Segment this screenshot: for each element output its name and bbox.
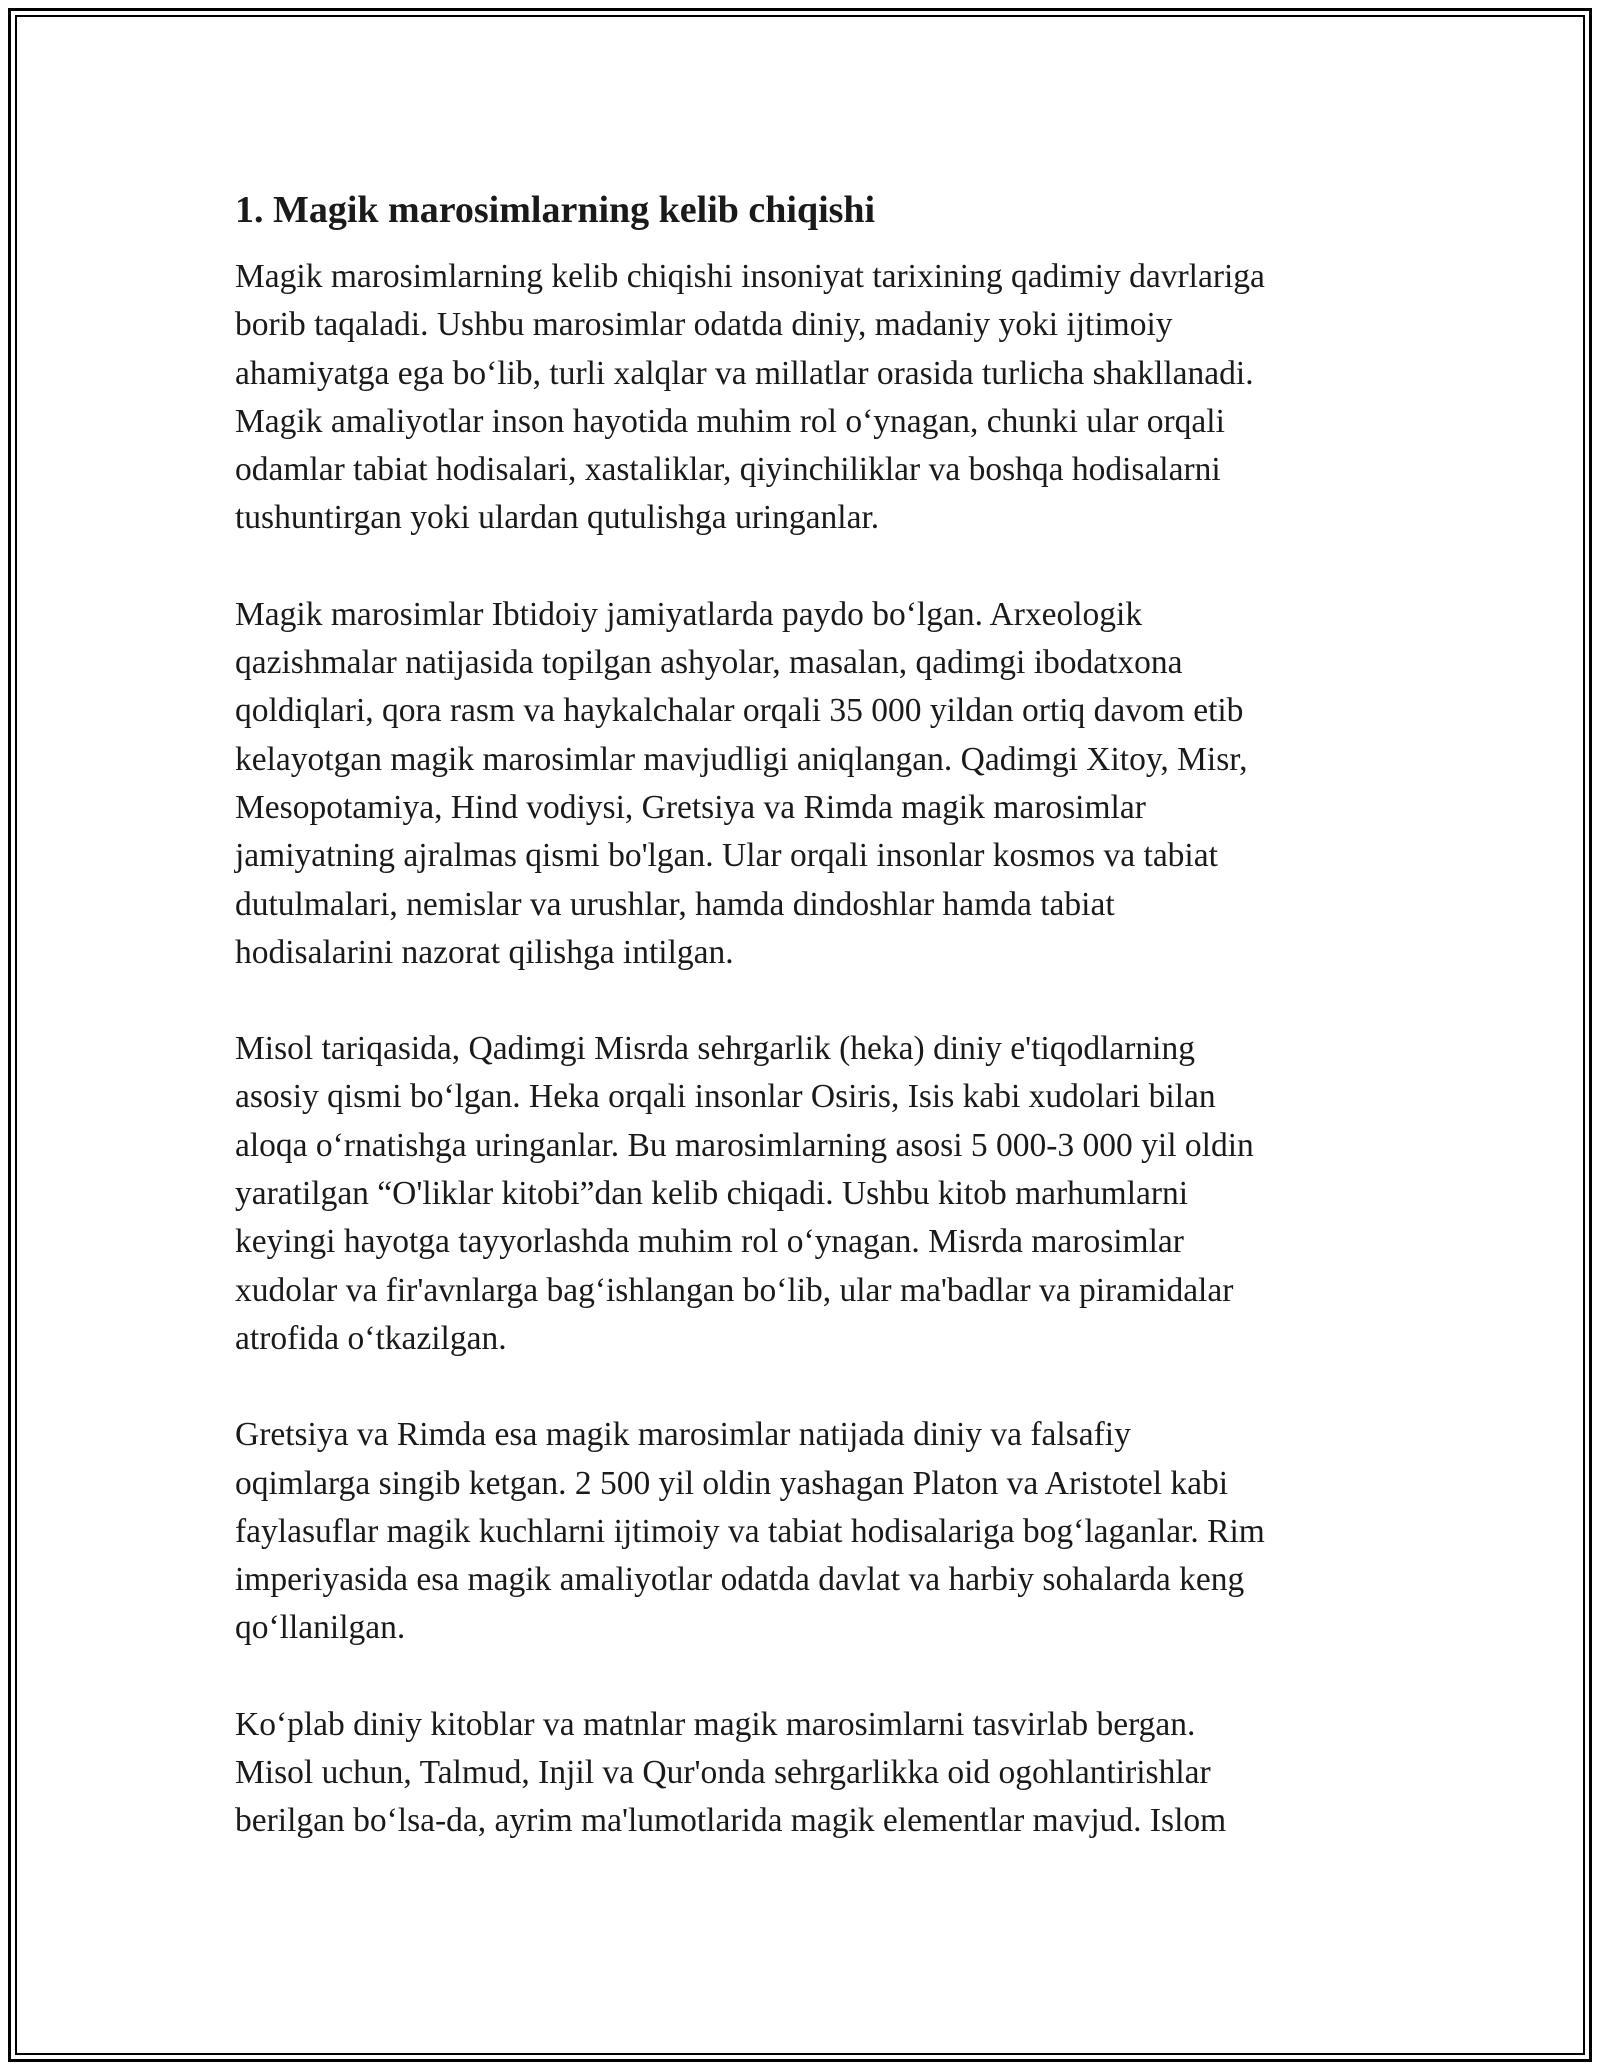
paragraph-line: keyingi hayotga tayyorlashda muhim rol o‘ynagan. Misrda marosimlar: [235, 1223, 1184, 1261]
paragraph-line: oqimlarga singib ketgan. 2 500 yil oldin yashagan Platon va Aristotel kabi: [235, 1464, 1229, 1502]
paragraph-2: [235, 591, 1375, 977]
paragraph-line: Misol tariqasida, Qadimgi Misrda sehrgarlik (heka) diniy e'tiqodlarning: [235, 1030, 1195, 1068]
paragraph-line: Magik marosimlarning kelib chiqishi insoniyat tarixining qadimiy davrlariga: [235, 258, 1265, 295]
paragraph-line: berilgan bo‘lsa-da, ayrim ma'lumotlarida magik elementlar mavjud. Islom: [235, 1802, 1227, 1840]
section-heading: 1. Magik marosimlarning kelib chiqishi: [235, 189, 876, 231]
paragraph-line: Mesopotamiya, Hind vodiysi, Gretsiya va Rimda magik marosimlar: [235, 788, 1146, 826]
paragraph-line: qo‘llanilgan.: [235, 1609, 406, 1647]
paragraph-line: Magik amaliyotlar inson hayotida muhim rol o‘ynagan, chunki ular orqali: [235, 402, 1225, 440]
paragraph-line: imperiyasida esa magik amaliyotlar odatda davlat va harbiy sohalarda keng: [235, 1561, 1245, 1599]
document-body: [235, 185, 1375, 1894]
paragraph-line: ahamiyatga ega bo‘lib, turli xalqlar va millatlar orasida turlicha shakllanadi.: [235, 354, 1254, 392]
paragraph-line: kelayotgan magik marosimlar mavjudligi aniqlangan. Qadimgi Xitoy, Misr,: [235, 740, 1248, 778]
paragraph-5: [235, 1701, 1375, 1846]
paragraph-line: atrofida o‘tkazilgan.: [235, 1319, 507, 1357]
paragraph-line: jamiyatning ajralmas qismi bo'lgan. Ular orqali insonlar kosmos va tabiat: [235, 837, 1218, 875]
paragraph-line: faylasuflar magik kuchlarni ijtimoiy va tabiat hodisalariga bog‘laganlar. Rim: [235, 1512, 1265, 1550]
paragraph-line: hodisalarini nazorat qilishga intilgan.: [235, 933, 734, 971]
paragraph-line: dutulmalari, nemislar va urushlar, hamda dindoshlar hamda tabiat: [235, 885, 1115, 923]
paragraph-line: Misol uchun, Talmud, Injil va Qur'onda sehrgarlikka oid ogohlantirishlar: [235, 1754, 1211, 1792]
paragraph-4: [235, 1411, 1375, 1652]
paragraph-line: asosiy qismi bo‘lgan. Heka orqali insonlar Osiris, Isis kabi xudolari bilan: [235, 1078, 1216, 1116]
paragraph-line: Magik marosimlar Ibtidoiy jamiyatlarda paydo bo‘lgan. Arxeologik: [235, 595, 1143, 633]
paragraph-line: borib taqaladi. Ushbu marosimlar odatda diniy, madaniy yoki ijtimoiy: [235, 306, 1173, 344]
paragraph-3: [235, 1025, 1375, 1363]
paragraph-line: xudolar va fir'avnlarga bag‘ishlangan bo‘lib, ular ma'badlar va piramidalar: [235, 1271, 1234, 1309]
paragraph-line: qazishmalar natijasida topilgan ashyolar, masalan, qadimgi ibodatxona: [235, 644, 1183, 682]
paragraph-line: qoldiqlari, qora rasm va haykalchalar orqali 35 000 yildan ortiq davom etib: [235, 692, 1244, 730]
paragraph-1: [235, 253, 1375, 543]
paragraph-line: tushuntirgan yoki ulardan qutulishga uringanlar.: [235, 499, 880, 537]
paragraph-line: aloqa o‘rnatishga uringanlar. Bu marosimlarning asosi 5 000-3 000 yil oldin: [235, 1126, 1254, 1164]
paragraph-line: odamlar tabiat hodisalari, xastaliklar, qiyinchiliklar va boshqa hodisalarni: [235, 451, 1221, 489]
paragraph-line: Gretsiya va Rimda esa magik marosimlar natijada diniy va falsafiy: [235, 1416, 1131, 1454]
paragraph-line: Ko‘plab diniy kitoblar va matnlar magik marosimlarni tasvirlab bergan.: [235, 1705, 1196, 1743]
paragraph-line: yaratilgan “O'liklar kitobi”dan kelib chiqadi. Ushbu kitob marhumlarni: [235, 1175, 1189, 1213]
